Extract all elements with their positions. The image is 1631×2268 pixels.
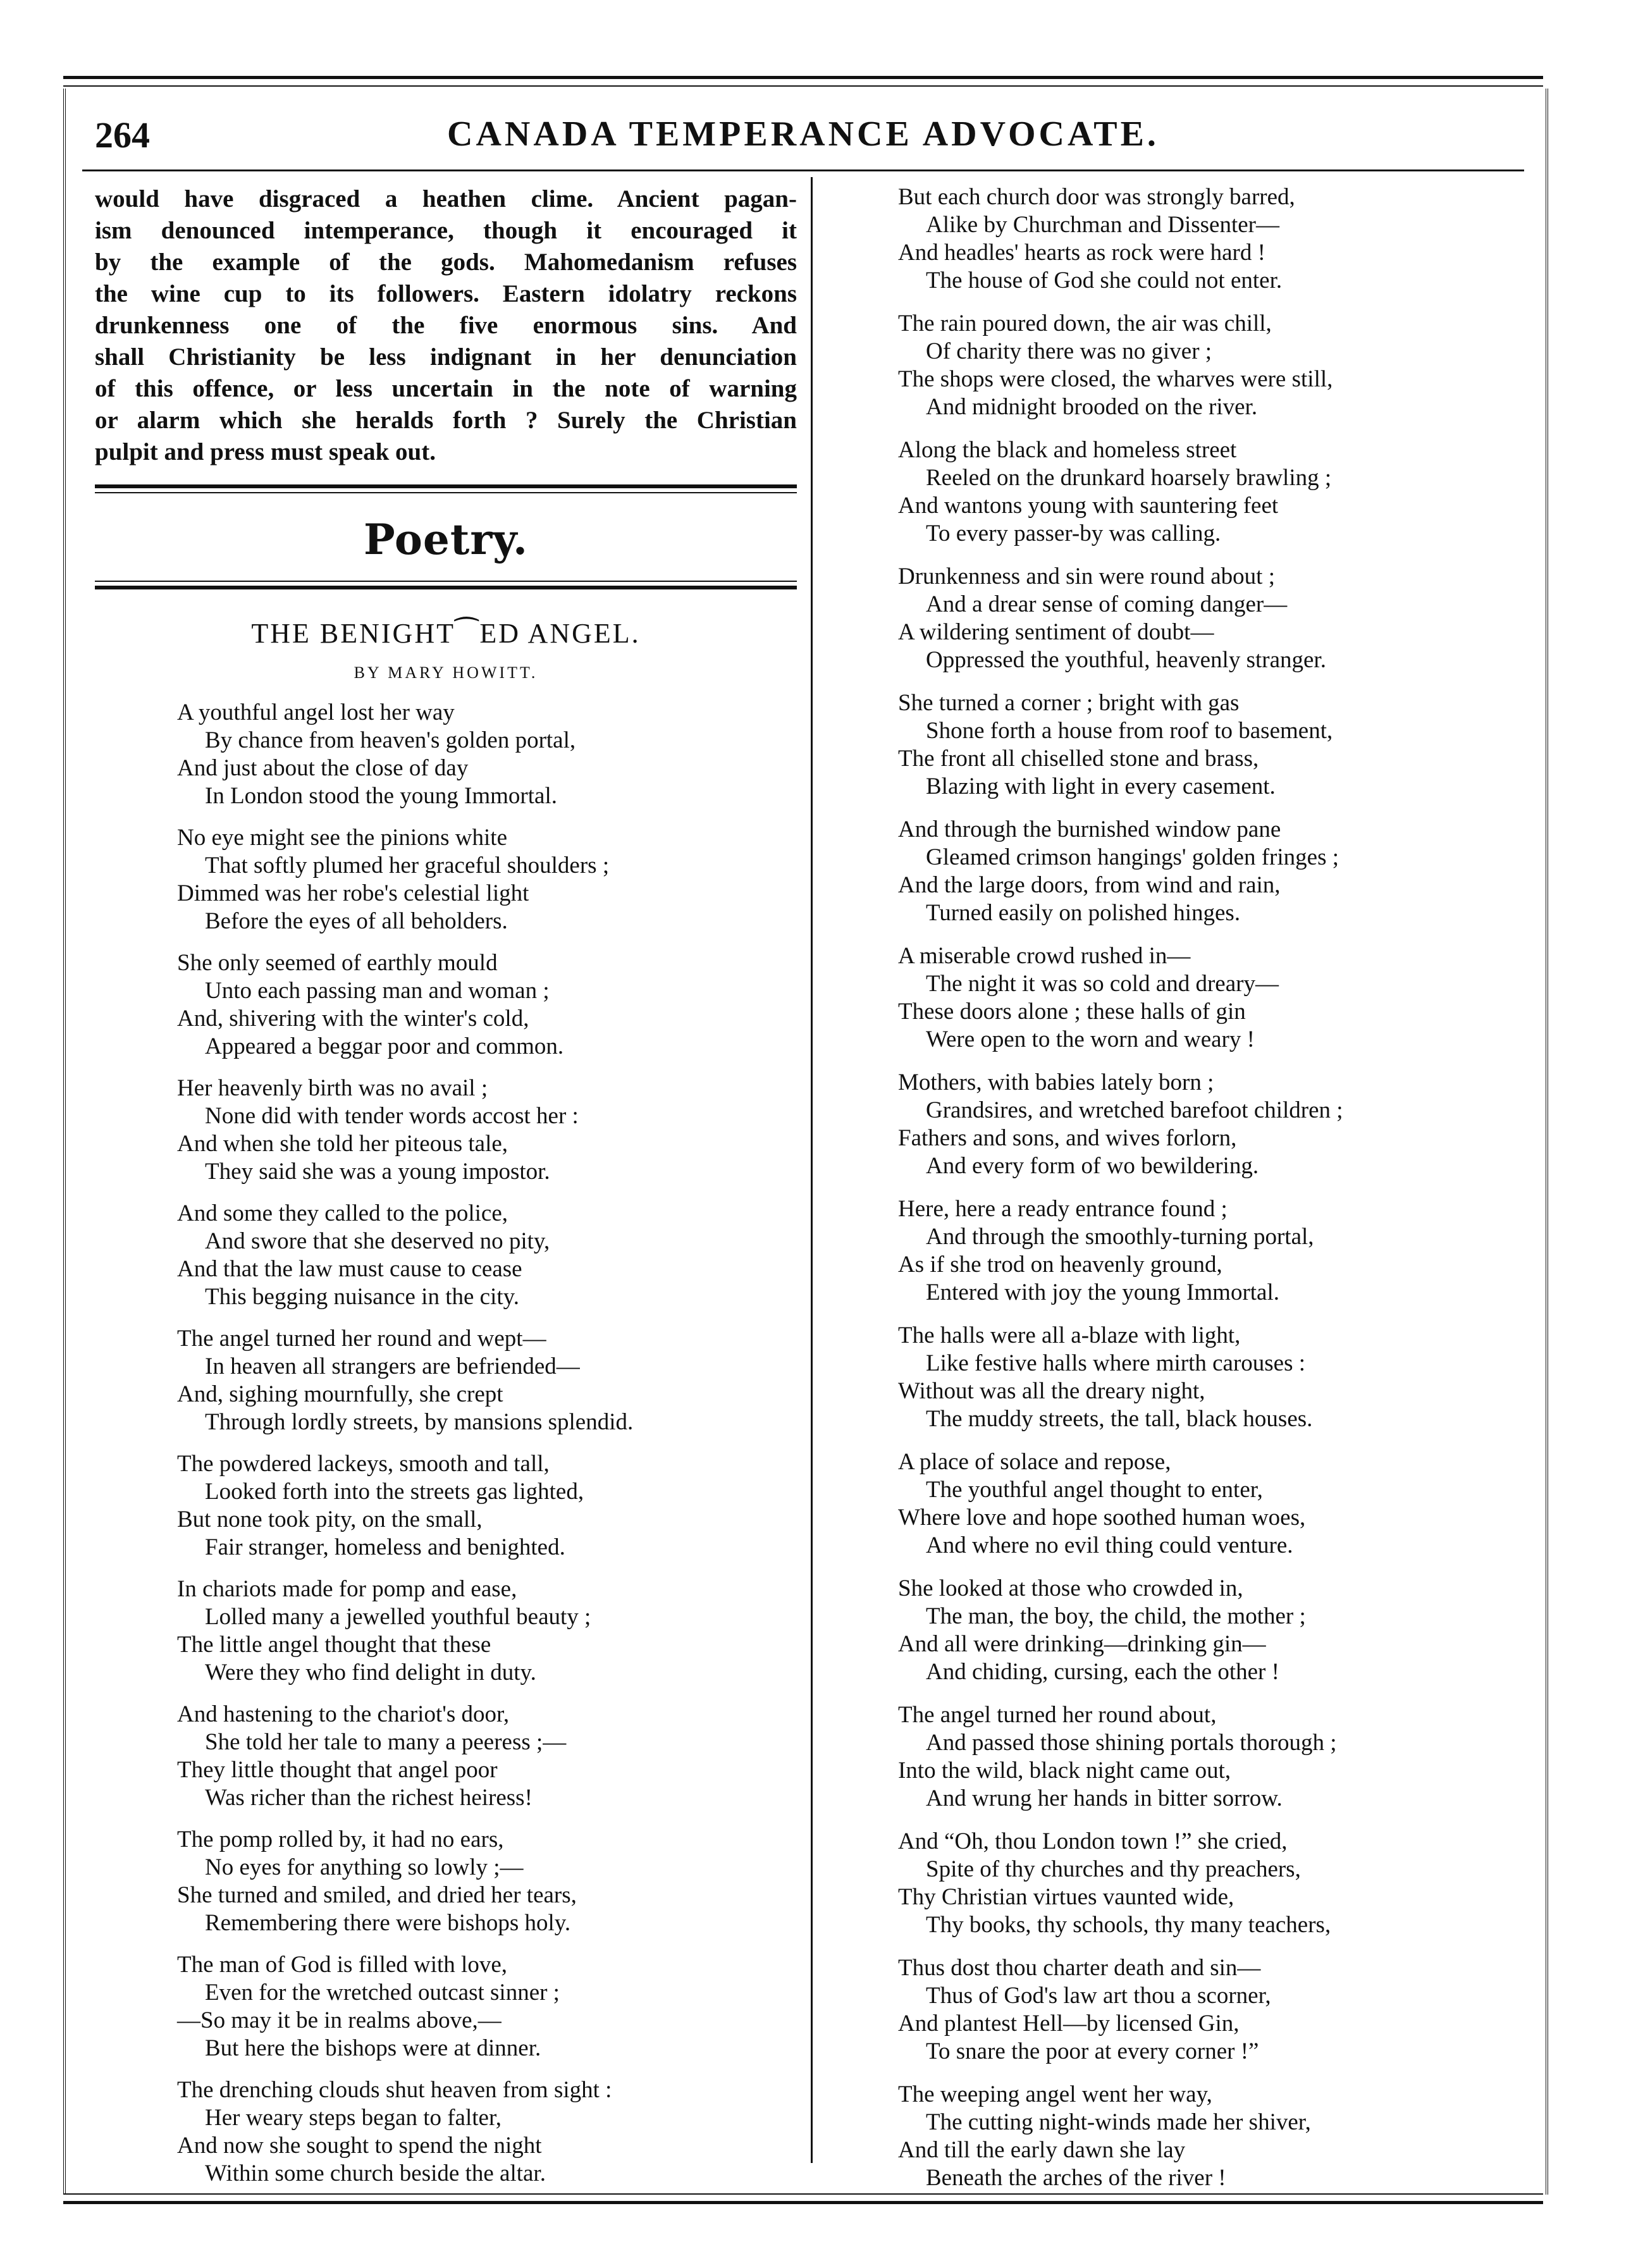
poem-stanza	[898, 1954, 1537, 2066]
poem-line: A wildering sentiment of doubt—	[898, 619, 1214, 645]
poem-line: Beneath the arches of the river !	[926, 2165, 1226, 2191]
poem-line: Before the eyes of all beholders.	[205, 908, 508, 934]
poem-line: Her weary steps began to falter,	[205, 2105, 502, 2131]
right-column	[898, 183, 1537, 2207]
poem-line: And when she told her piteous tale,	[177, 1131, 508, 1157]
poem-line: Her heavenly birth was no avail ;	[177, 1075, 488, 1101]
article-line: would have disgraced a heathen clime. Ancient pagan-	[95, 185, 797, 213]
poem-line: And through the smoothly-turning portal,	[926, 1224, 1314, 1250]
poem-line: Of charity there was no giver ;	[926, 338, 1212, 364]
poem-stanza	[898, 563, 1537, 674]
poem-line: And through the burnished window pane	[898, 817, 1281, 842]
poem-stanza	[898, 310, 1537, 421]
poem-line: And, sighing mournfully, she crept	[177, 1381, 503, 1407]
poem-line: She looked at those who crowded in,	[898, 1575, 1243, 1601]
poem-stanza	[177, 949, 797, 1061]
poem-line: Drunkenness and sin were round about ;	[898, 564, 1275, 589]
poem-line: Like festive halls where mirth carouses :	[926, 1350, 1306, 1376]
poem-line: No eye might see the pinions white	[177, 825, 508, 851]
poem-stanza	[177, 1951, 797, 2062]
poem-line: In London stood the young Immortal.	[205, 783, 557, 809]
article-line: by the example of the gods. Mahomedanism refuses	[95, 249, 797, 276]
poem-line: And passed those shining portals thorough ;	[926, 1730, 1337, 1756]
poem-line: Here, here a ready entrance found ;	[898, 1196, 1228, 1222]
page-header	[95, 114, 1511, 164]
poem-line: Fair stranger, homeless and benighted.	[205, 1534, 565, 1560]
poem-line: And chiding, cursing, each the other !	[926, 1659, 1279, 1685]
poem-line: A miserable crowd rushed in—	[898, 943, 1191, 969]
poem-line: She turned a corner ; bright with gas	[898, 690, 1240, 716]
poem-line: The house of God she could not enter.	[926, 268, 1283, 293]
poem-line: And “Oh, thou London town !” she cried,	[898, 1828, 1288, 1854]
poem-line: And, shivering with the winter's cold,	[177, 1006, 529, 1032]
poem-stanzas-left	[95, 699, 797, 2188]
poem-line: Oppressed the youthful, heavenly stranger.	[926, 647, 1326, 673]
poem-line: And hastening to the chariot's door,	[177, 1701, 510, 1727]
poem-stanza	[898, 1322, 1537, 1433]
poem-line: Fathers and sons, and wives forlorn,	[898, 1125, 1237, 1151]
poem-line: Unto each passing man and woman ;	[205, 978, 550, 1004]
article-line: shall Christianity be less indignant in her denunciation	[95, 343, 797, 371]
top-border-rule	[63, 76, 1543, 87]
article-line: the wine cup to its followers. Eastern idolatry reckons	[95, 280, 797, 307]
journal-title: CANADA TEMPERANCE ADVOCATE.	[447, 114, 1159, 154]
poem-line: But none took pity, on the small,	[177, 1507, 483, 1532]
poem-line: To every passer-by was calling.	[926, 521, 1221, 546]
poem-line: Within some church beside the altar.	[205, 2160, 546, 2186]
poem-line: To snare the poor at every corner !”	[926, 2038, 1259, 2064]
poem-stanza	[177, 1826, 797, 1937]
poem-stanza	[898, 183, 1537, 295]
poem-title: THE BENIGHT⁀ED ANGEL.	[251, 618, 641, 649]
poem-line: Thy Christian virtues vaunted wide,	[898, 1884, 1234, 1910]
poem-stanza	[898, 436, 1537, 548]
poem-line: The weeping angel went her way,	[898, 2081, 1212, 2107]
poem-line: Along the black and homeless street	[898, 437, 1237, 463]
poem-line: The angel turned her round and wept—	[177, 1326, 546, 1352]
poem-line: And midnight brooded on the river.	[926, 394, 1258, 420]
poem-stanza	[898, 816, 1537, 927]
poem-line: She only seemed of earthly mould	[177, 950, 498, 976]
poem-stanza	[898, 1195, 1537, 1307]
poem-stanza	[898, 942, 1537, 1054]
poem-line: She turned and smiled, and dried her tears,	[177, 1882, 577, 1908]
poem-line: And now she sought to spend the night	[177, 2133, 542, 2159]
poem-stanza	[898, 1575, 1537, 1686]
poem-line: And every form of wo bewildering.	[926, 1153, 1259, 1179]
poem-line: Shone forth a house from roof to basement,	[926, 718, 1333, 744]
poem-line: In heaven all strangers are befriended—	[205, 1353, 580, 1379]
poem-line: And swore that she deserved no pity,	[205, 1228, 550, 1254]
article-line: drunkenness one of the five enormous sins. And	[95, 312, 797, 339]
poem-line: The shops were closed, the wharves were still,	[898, 366, 1333, 392]
article-line: pulpit and press must speak out.	[95, 438, 436, 465]
poem-line: This begging nuisance in the city.	[205, 1284, 519, 1310]
poem-stanza	[898, 689, 1537, 801]
poem-line: The night it was so cold and dreary—	[926, 971, 1279, 997]
poem-line: Blazing with light in every casement.	[926, 773, 1276, 799]
page-number: 264	[95, 114, 150, 156]
poem-stanza	[177, 1575, 797, 1687]
poem-line: Dimmed was her robe's celestial light	[177, 880, 529, 906]
poem-line: Thus of God's law art thou a scorner,	[926, 1983, 1271, 2009]
poem-line: Gleamed crimson hangings' golden fringes ;	[926, 844, 1339, 870]
poem-line: A youthful angel lost her way	[177, 700, 455, 725]
poem-line: Were they who find delight in duty.	[205, 1660, 536, 1686]
poem-line: They said she was a young impostor.	[205, 1159, 550, 1185]
poem-line: And just about the close of day	[177, 755, 469, 781]
poem-line: Turned easily on polished hinges.	[926, 900, 1241, 926]
poem-line: The halls were all a-blaze with light,	[898, 1322, 1241, 1348]
poem-line: That softly plumed her graceful shoulders ;	[205, 853, 610, 878]
poem-line: Mothers, with babies lately born ;	[898, 1069, 1214, 1095]
poem-line: But here the bishops were at dinner.	[205, 2035, 541, 2061]
poem-line: And wantons young with sauntering feet	[898, 493, 1279, 519]
poem-line: The pomp rolled by, it had no ears,	[177, 1827, 504, 1852]
poem-line: Even for the wretched outcast sinner ;	[205, 1980, 560, 2006]
poem-stanza	[898, 2081, 1537, 2192]
poem-line: Thy books, thy schools, thy many teachers,	[926, 1912, 1331, 1938]
poem-line: The muddy streets, the tall, black houses.	[926, 1406, 1313, 1432]
section-rule-bottom	[95, 581, 797, 589]
poem-line: By chance from heaven's golden portal,	[205, 727, 576, 753]
poem-line: And plantest Hell—by licensed Gin,	[898, 2011, 1240, 2037]
poem-stanza	[177, 1325, 797, 1436]
poem-stanza	[177, 1075, 797, 1186]
poem-line: And till the early dawn she lay	[898, 2137, 1186, 2163]
poem-line: And all were drinking—drinking gin—	[898, 1631, 1266, 1657]
poem-line: And some they called to the police,	[177, 1200, 508, 1226]
poem-line: Through lordly streets, by mansions splendid.	[205, 1409, 634, 1435]
poem-line: The cutting night-winds made her shiver,	[926, 2109, 1311, 2135]
poem-line: None did with tender words accost her :	[205, 1103, 579, 1129]
poem-stanza	[898, 1701, 1537, 1813]
poem-line: And headles' hearts as rock were hard !	[898, 240, 1265, 266]
poem-line: Grandsires, and wretched barefoot children ;	[926, 1097, 1343, 1123]
poem-line: Were open to the worn and weary !	[926, 1026, 1255, 1052]
poem-line: The angel turned her round about,	[898, 1702, 1217, 1728]
poem-line: Was richer than the richest heiress!	[205, 1785, 532, 1811]
poem-line: Thus dost thou charter death and sin—	[898, 1955, 1261, 1981]
poem-line: The drenching clouds shut heaven from sight :	[177, 2077, 612, 2103]
poem-line: And wrung her hands in bitter sorrow.	[926, 1785, 1283, 1811]
poem-line: The youthful angel thought to enter,	[926, 1477, 1263, 1503]
poem-line: Lolled many a jewelled youthful beauty ;	[205, 1604, 591, 1630]
poem-stanza	[177, 1200, 797, 1311]
section-rule-top	[95, 484, 797, 493]
article-line: or alarm which she heralds forth ? Surely the Christian	[95, 407, 797, 434]
poem-line: And a drear sense of coming danger—	[926, 591, 1288, 617]
poem-stanza	[177, 1701, 797, 1812]
poem-line: A place of solace and repose,	[898, 1449, 1171, 1475]
left-column	[95, 183, 797, 2202]
poem-byline: BY MARY HOWITT.	[354, 663, 538, 682]
poem-stanza	[898, 1828, 1537, 1939]
column-divider	[811, 177, 813, 2163]
poem-line: She told her tale to many a peeress ;—	[205, 1729, 567, 1755]
poem-stanza	[898, 1448, 1537, 1560]
poem-stanza	[177, 824, 797, 935]
poem-line: Without was all the dreary night,	[898, 1378, 1205, 1404]
poem-line: The powdered lackeys, smooth and tall,	[177, 1451, 550, 1477]
poem-line: And where no evil thing could venture.	[926, 1532, 1293, 1558]
poem-line: Appeared a beggar poor and common.	[205, 1033, 564, 1059]
poem-line: Remembering there were bishops holy.	[205, 1910, 571, 1936]
poem-line: And that the law must cause to cease	[177, 1256, 522, 1282]
poem-line: Alike by Churchman and Dissenter—	[926, 212, 1279, 238]
poem-line: They little thought that angel poor	[177, 1757, 498, 1783]
poem-line: And the large doors, from wind and rain,	[898, 872, 1281, 898]
poem-line: In chariots made for pomp and ease,	[177, 1576, 517, 1602]
article-continuation	[95, 183, 797, 468]
section-heading: Poetry.	[364, 515, 528, 564]
poem-stanza	[177, 1450, 797, 1562]
poem-line: These doors alone ; these halls of gin	[898, 999, 1246, 1025]
poem-stanza	[177, 2076, 797, 2188]
poem-line: Spite of thy churches and thy preachers,	[926, 1856, 1301, 1882]
poem-line: Reeled on the drunkard hoarsely brawling ;	[926, 465, 1332, 491]
poem-stanza	[177, 699, 797, 810]
poem-line: The rain poured down, the air was chill,	[898, 311, 1272, 336]
poem-line: No eyes for anything so lowly ;—	[205, 1854, 524, 1880]
article-line: ism denounced intemperance, though it encouraged it	[95, 217, 797, 244]
poem-line: Looked forth into the streets gas lighted,	[205, 1479, 584, 1505]
poem-line: Where love and hope soothed human woes,	[898, 1505, 1306, 1531]
poem-stanza	[898, 1069, 1537, 1180]
poem-line: Entered with joy the young Immortal.	[926, 1279, 1279, 1305]
poem-line: The little angel thought that these	[177, 1632, 491, 1658]
poem-line: Into the wild, black night came out,	[898, 1758, 1231, 1784]
poem-line: —So may it be in realms above,—	[177, 2007, 502, 2033]
article-line: of this offence, or less uncertain in the note of warning	[95, 375, 797, 402]
poem-line: But each church door was strongly barred,	[898, 184, 1295, 210]
poem-line: The man, the boy, the child, the mother ;	[926, 1603, 1306, 1629]
poem-line: The front all chiselled stone and brass,	[898, 746, 1259, 772]
poem-stanzas-right	[898, 183, 1537, 2192]
poem-line: As if she trod on heavenly ground,	[898, 1252, 1222, 1278]
header-rule	[82, 169, 1524, 171]
poem-line: The man of God is filled with love,	[177, 1952, 508, 1978]
